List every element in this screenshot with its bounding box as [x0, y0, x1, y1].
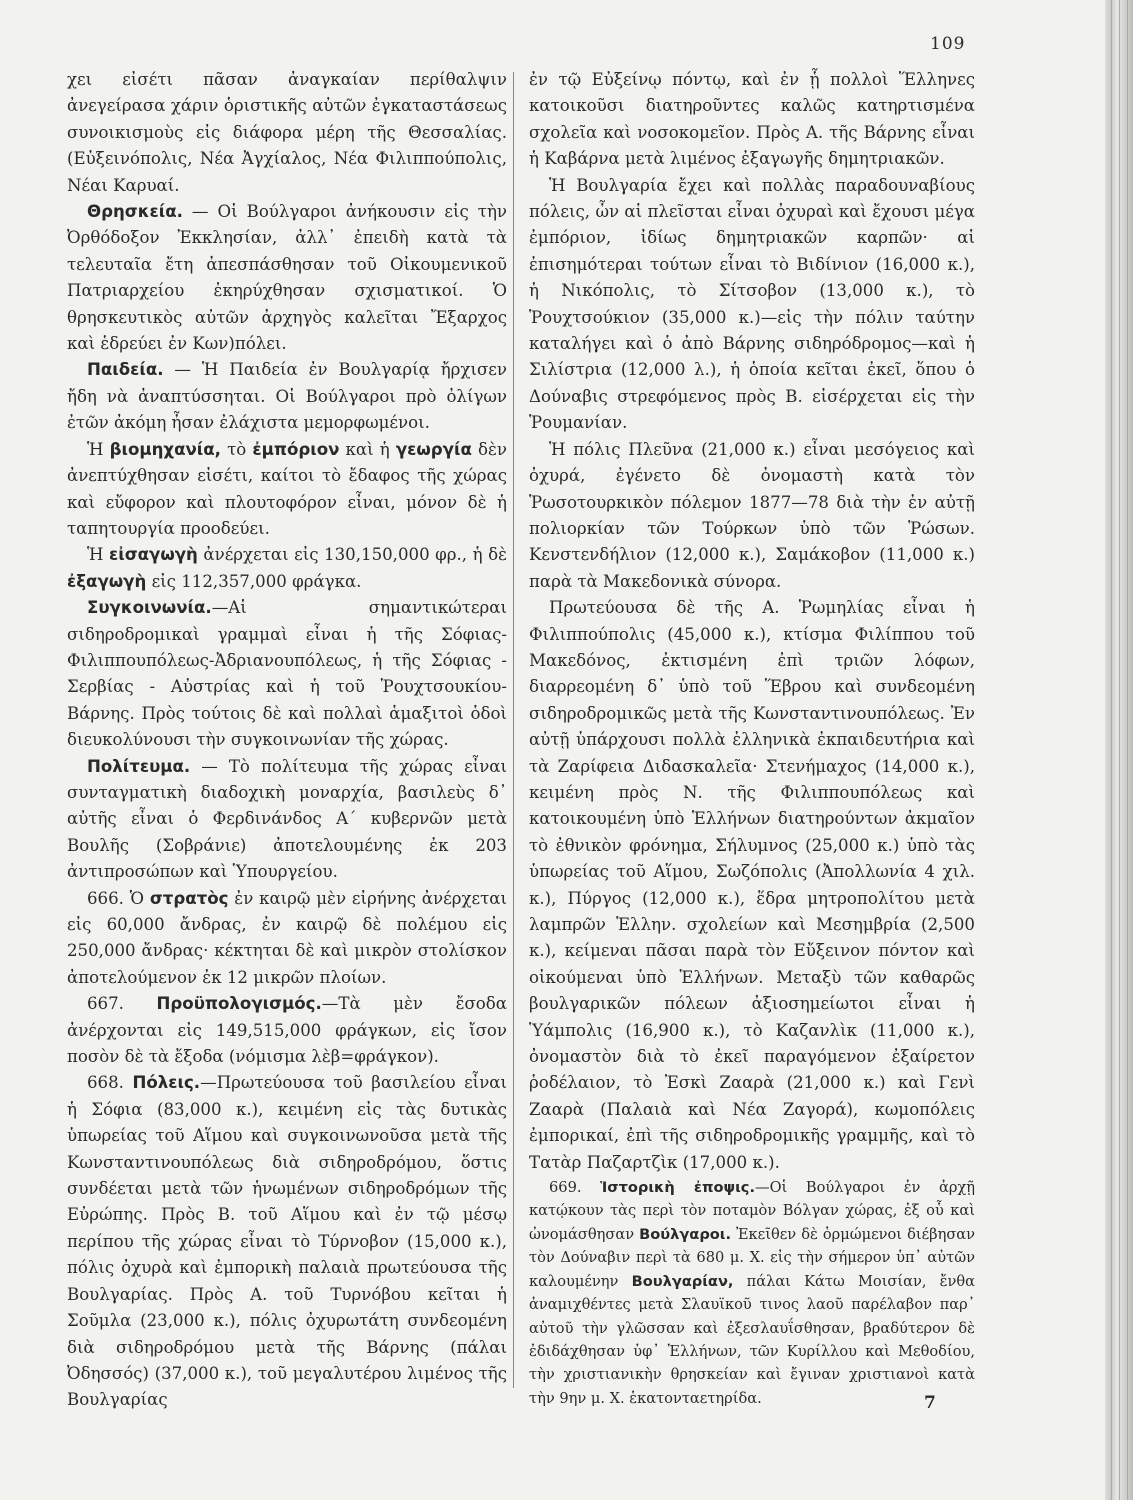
paragraph-text: δὲν ἀνεπτύχθησαν εἰσέτι, καίτοι τὸ ἔδαφος τῆς χώρας καὶ εὔφορον καὶ πλουτοφόρον εἶναι, μόνον δὲ ἡ ταπητουργία προοδεύει.	[67, 439, 507, 538]
paragraph-text: 668.	[87, 1073, 133, 1093]
paragraph	[529, 437, 975, 595]
edge-line	[1127, 0, 1128, 1500]
edge-line	[1111, 0, 1112, 1500]
paragraph-text: ἐν τῷ Εὐξείνῳ πόντῳ, καὶ ἐν ᾗ πολλοὶ Ἕλληνες κατοικοῦσι διατηροῦντες καλῶς κατηρτισμένα σχολεῖα καὶ νοσοκομεῖον. Πρὸς Α. τῆς Βάρνης εἶναι ἡ Καβάρνα μετὰ λιμένος ἐξαγωγῆς δημητριακῶν.	[529, 70, 975, 169]
section-heading: Συγκοινωνία.	[87, 598, 212, 618]
bold-term: Πόλεις.	[132, 1073, 201, 1093]
section-heading: Πολίτευμα.	[87, 756, 191, 776]
paragraph-text: 667.	[87, 994, 157, 1014]
bold-term: Βούλγαροι.	[639, 1225, 732, 1243]
left-column	[67, 67, 507, 1414]
paragraph	[67, 542, 507, 595]
paragraph-text: ἀνέρχεται εἰς 130,150,000 φρ., ἡ δὲ	[197, 545, 507, 565]
section-heading: Θρησκεία.	[87, 202, 183, 222]
paragraph-text: ἐν καιρῷ μὲν εἰρήνης ἀνέρχεται εἰς 60,000 ἄνδρας, ἐν καιρῷ δὲ πολέμου εἰς 250,000 ἄνδρας· κέκτηται δὲ καὶ μικρὸν στολίσκον ἀποτελούμενον ἐκ 12 μικρῶν πλοίων.	[67, 888, 507, 987]
paragraph-text: Ἡ Βουλγαρία ἔχει καὶ πολλὰς παραδουναβίους πόλεις, ὧν αἱ πλεῖσται εἶναι ὀχυραὶ καὶ ἔχουσι μέγα ἐμπόριον, ἰδίως δημητριακῶν καρπῶν· αἱ ἐπισημότεραι τούτων εἶναι τὸ Βιδίνιον (16,000 κ.), ἡ Νικόπολις, τὸ Σίτσοβον (13,000 κ.), τὸ Ῥουχτσούκιον (35,000 κ.)—εἰς τὴν πόλιν ταύτην καταλήγει καὶ ὁ ἀπὸ Βάρνης σιδηρόδρομος—καὶ ἡ Σιλίστρια (12,000 λ.), ἡ ὁποία κεῖται ἐκεῖ, ὅπου ὁ Δούναβις στρεφόμενος πρὸς Β. εἰσέρχεται εἰς τὴν Ῥουμανίαν.	[529, 175, 975, 433]
paragraph-text: χει εἰσέτι πᾶσαν ἀναγκαίαν περίθαλψιν ἀνεγείρασα χάριν ὁριστικῆς αὐτῶν ἐγκαταστάσεως συνοικισμοὺς εἰς διάφορα μέρη τῆς Θεσσαλίας. (Εὐξεινόπολις, Νέα Ἀγχίαλος, Νέα Φιλιππούπολις, Νέαι Καρυαί.	[67, 70, 507, 195]
small-print-section	[529, 1176, 975, 1410]
paragraph	[67, 67, 507, 199]
paragraph	[67, 886, 507, 992]
paragraph-text: 666. Ὁ	[87, 888, 150, 908]
paragraph	[529, 1176, 975, 1410]
paragraph-text: — Οἱ Βούλγαροι ἀνήκουσιν εἰς τὴν Ὀρθόδοξον Ἐκκλησίαν, ἀλλ᾽ ἐπειδὴ κατὰ τὰ τελευταῖα ἔτη ἀπεσπάσθησαν τοῦ Οἰκουμενικοῦ Πατριαρχείου ἐκηρύχθησαν σχισματικοί. Ὁ θρησκευτικὸς αὐτῶν ἀρχηγὸς καλεῖται Ἔξαρχος καὶ ἑδρεύει ἐν Κων)πόλει.	[67, 202, 507, 354]
paragraph-text: Πρωτεύουσα δὲ τῆς Α. Ῥωμηλίας εἶναι ἡ Φιλιππούπολις (45,000 κ.), κτίσμα Φιλίππου τοῦ Μακεδόνος, ἐκτισμένη ἐπὶ τριῶν λόφων, διαρρεομένη δ᾽ ὑπὸ τοῦ Ἕβρου καὶ συνδεομένη σιδηροδρομικῶς μετὰ τῆς Κωνσταντινουπόλεως. Ἐν αὐτῇ ὑπάρχουσι πολλὰ ἑλληνικὰ ἐκπαιδευτήρια καὶ τὰ Ζαρίφεια Διδασκαλεῖα· Στενήμαχος (14,000 κ.), κειμένη πρὸς Ν. τῆς Φιλιππουπόλεως καὶ κατοικουμένη ὑπὸ Ἑλλήνων διατηρούντων ἀκμαῖον τὸ ἐθνικὸν φρόνημα, Σήλυμνος (25,000 κ.) ὑπὸ τὰς ὑπωρείας τοῦ Αἵμου, Σωζόπολις (Ἀπολλωνία 4 χιλ. κ.), Πύργος (12,000 κ.), ἕδρα μητροπολίτου μετὰ λαμπρῶν Ἑλλην. σχολείων καὶ Μεσημβρία (2,500 κ.), κείμεναι πᾶσαι παρὰ τὸν Εὔξεινον πόντον καὶ οἰκούμεναι ὑπὸ Ἑλλήνων. Μεταξὺ τῶν καθαρῶς βουλγαρικῶν πόλεων ἀξιοσημείωτοι εἶναι ἡ Ὑάμπολις (16,900 κ.), τὸ Καζανλὶκ (11,000 κ.), ὀνομαστὸν διὰ τὸ ἐκεῖ παραγόμενον ἐξαίρετον ῥοδέλαιον, τὸ Ἐσκὶ Ζααρὰ (21,000 κ.) καὶ Γενὶ Ζααρὰ (Παλαιὰ καὶ Νέα Ζαγορά), κωμοπόλεις ἐμπορικαί, ἐπὶ τῆς σιδηροδρομικῆς γραμμῆς, καὶ τὸ Τατὰρ Παζαρτζὶκ (17,000 κ.).	[529, 598, 975, 1172]
bold-term: Προϋπολογισμός.	[156, 994, 322, 1014]
bold-term: γεωργία	[395, 439, 472, 459]
section-heading: Παιδεία.	[87, 360, 164, 380]
paragraph	[67, 991, 507, 1070]
edge-line	[1119, 0, 1120, 1500]
paragraph	[67, 199, 507, 357]
paragraph-text: Ἡ	[87, 545, 109, 565]
paragraph	[67, 437, 507, 543]
paragraph-text: καὶ ἡ	[339, 439, 396, 459]
paragraph	[529, 173, 975, 437]
paragraph-text: —Αἱ σημαντικώτεραι σιδηροδρομικαὶ γραμμαὶ εἶναι ἡ τῆς Σόφιας-Φιλιππουπόλεως-Ἀδριανουπόλεως, ἡ τῆς Σόφιας - Σερβίας - Αὐστρίας καὶ ἡ τοῦ Ῥουχτσουκίου-Βάρνης. Πρὸς τούτοις δὲ καὶ πολλαὶ ἁμαξιτοὶ ὁδοὶ διευκολύνουσι τὴν συγκοινωνίαν τῆς χώρας.	[67, 598, 507, 750]
bold-term: στρατὸς	[149, 888, 229, 908]
paragraph-text: Ἡ πόλις Πλεῦνα (21,000 κ.) εἶναι μεσόγειος καὶ ὀχυρά, ἐγένετο δὲ ὀνομαστὴ κατὰ τὸν Ῥωσοτουρκικὸν πόλεμον 1877—78 διὰ τὴν ἐν αὐτῇ πολιορκίαν τῶν Τούρκων ὑπὸ τῶν Ῥώσων. Κενστενδήλιον (12,000 κ.), Σαμάκοβον (11,000 κ.) παρὰ τὰ Μακεδονικὰ σύνορα.	[529, 439, 975, 591]
paragraph-text: —Πρωτεύουσα τοῦ βασιλείου εἶναι ἡ Σόφια (83,000 κ.), κειμένη εἰς τὰς δυτικὰς ὑπωρείας τοῦ Αἵμου καὶ συγκοινωνοῦσα μετὰ τῆς Κωνσταντινουπόλεως διὰ σιδηροδρόμου, ὅστις συνδέεται μετὰ τῶν ἡνωμένων σιδηροδρόμων τῆς Εὐρώπης. Πρὸς Β. τοῦ Αἵμου καὶ ἐν τῷ μέσῳ περίπου τῆς χώρας εἶναι τὸ Τύρνοβον (15,000 κ.), πόλις ὀχυρὰ καὶ ἐμπορικὴ παλαιὰ πρωτεύουσα τῆς Βουλγαρίας. Πρὸς Α. τοῦ Τυρνόβου κεῖται ἡ Σοῦμλα (23,000 κ.), πόλις ὀχυρωτάτη συνδεομένη διὰ σιδηροδρόμου μετὰ τῆς Βάρνης (πάλαι Ὀδησσός) (37,000 κ.), τοῦ μεγαλυτέρου λιμένος τῆς Βουλγαρίας	[67, 1073, 507, 1410]
column-divider	[513, 72, 514, 1388]
bold-term: εἰσαγωγὴ	[109, 545, 198, 565]
paragraph-text: — Τὸ πολίτευμα τῆς χώρας εἶναι συνταγματικὴ διαδοχικὴ μοναρχία, βασιλεὺς δ᾽ αὐτῆς εἶναι ὁ Φερδινάνδος Α΄ κυβερνῶν μετὰ Βουλῆς (Σοβράνιε) ἀποτελουμένης ἐκ 203 ἀντιπροσώπων καὶ Ὑπουργείου.	[67, 756, 507, 882]
paragraph-text: —Τὰ μὲν ἔσοδα ἀνέρχονται εἰς 149,515,000 φράγκων, εἰς ἴσον ποσὸν δὲ τὰ ἔξοδα (νόμισμα λὲβ=φράγκον).	[67, 994, 507, 1067]
paragraph-text: 669.	[549, 1179, 601, 1197]
page-edge	[1105, 0, 1133, 1500]
paragraph-text: Ἡ	[87, 439, 110, 459]
paragraph-text: Ἐκεῖθεν δὲ ὁρμώμενοι διέβησαν τὸν Δούναβιν περὶ τὰ 680 μ. Χ. εἰς τὴν σήμερον ὑπ᾽ αὐτῶν καλουμένην	[529, 1225, 976, 1290]
paragraph	[67, 595, 507, 753]
bold-term: βιομηχανία,	[109, 439, 221, 459]
paragraph	[529, 595, 975, 1176]
right-column	[529, 67, 975, 1410]
paragraph	[67, 1070, 507, 1413]
page-number: 109	[930, 34, 966, 54]
paragraph-text: εἰς 112,357,000 φράγκα.	[146, 571, 362, 591]
bold-term: ἐξαγωγὴ	[67, 571, 147, 591]
paragraph-text: τὸ	[220, 439, 253, 459]
bold-term: Βουλγαρίαν,	[631, 1272, 734, 1290]
paragraph-text: πάλαι Κάτω Μοισίαν, ἔνθα ἀναμιχθέντες μετὰ Σλαυϊκοῦ τινος λαοῦ παρέλαβον παρ᾽ αὐτοῦ τὴν γλῶσσαν καὶ ἐξεσλαυΐσθησαν, βραδύτερον δὲ ἐδιδάχθησαν ὑφ᾽ Ἑλλήνων, τῶν Κυρίλλου καὶ Μεθοδίου, τὴν χριστιανικὴν θρησκείαν καὶ ἔγιναν χριστιανοὶ κατὰ τὴν 9ην μ. Χ. ἑκατονταετηρίδα.	[529, 1272, 975, 1407]
bold-term: Ἱστορικὴ ἐποψις.	[600, 1179, 755, 1197]
paragraph-text: —Οἱ Βούλγαροι ἐν ἀρχῇ κατῴκουν τὰς περὶ τὸν ποταμὸν Βόλγαν χώρας, ἐξ οὗ καὶ ὠνομάσθησαν	[529, 1179, 976, 1243]
signature-mark: 7	[924, 1393, 936, 1413]
bold-term: ἐμπόριον	[252, 439, 340, 459]
paragraph	[529, 67, 975, 173]
paragraph	[67, 357, 507, 436]
paragraph-text: — Ἡ Παιδεία ἐν Βουλγαρίᾳ ἤρχισεν ἤδη νὰ ἀναπτύσσηται. Οἱ Βούλγαροι πρὸ ὀλίγων ἐτῶν ἀκόμη ἦσαν ἐλάχιστα μεμορφωμένοι.	[67, 360, 507, 433]
paragraph	[67, 754, 507, 886]
